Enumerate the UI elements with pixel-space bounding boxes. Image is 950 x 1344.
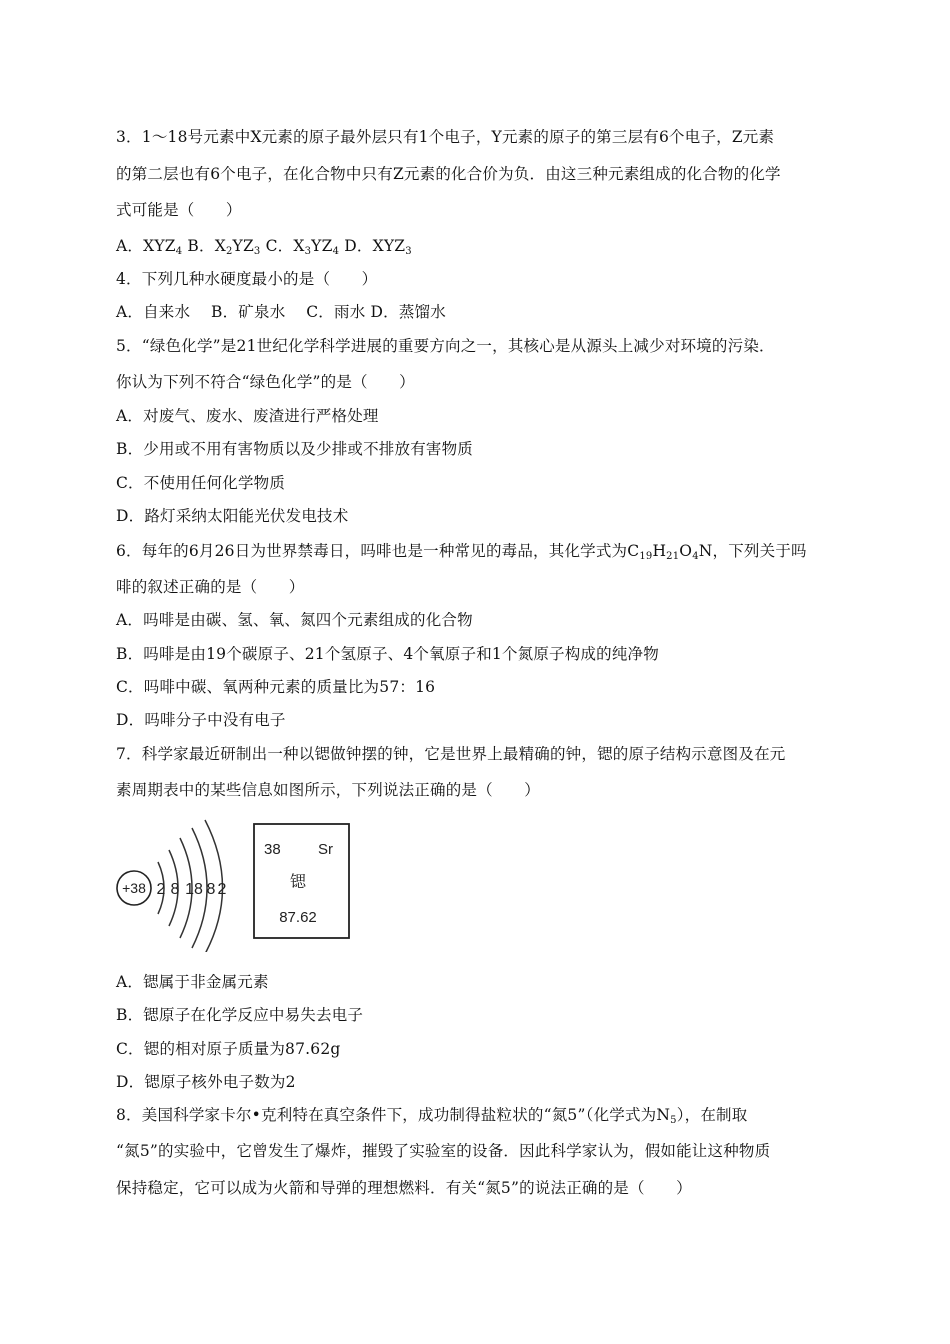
nucleus-charge: +38 <box>122 880 146 896</box>
q5-line-2: 你认为下列不符合“绿色化学”的是（ ） <box>116 373 415 391</box>
q3-option-c: C．$X_3YZ_4$ <box>260 237 340 257</box>
q5-line-1: 5．“绿色化学”是21世纪化学科学进展的重要方向之一，其核心是从源头上减少对环境的污染． <box>116 337 775 355</box>
q8-line-1: 8．美国科学家卡尔•克利特在真空条件下，成功制得盐粒状的“氮5”（化学式为$N_5$），在制取 <box>116 1106 748 1126</box>
q6-line-2: 啡的叙述正确的是（ ） <box>116 578 305 596</box>
q5-option-a: A．对废气、废水、废渣进行严格处理 <box>116 407 379 425</box>
q4-stem: 4．下列几种水硬度最小的是（ ） <box>116 270 378 288</box>
q7-line-2: 素周期表中的某些信息如图所示，下列说法正确的是（ ） <box>116 781 540 799</box>
q7-option-a: A．锶属于非金属元素 <box>116 973 269 991</box>
q3-line-2: 的第二层也有6个电子，在化合物中只有Z元素的化合价为负．由这三种元素组成的化合物的化学 <box>116 165 781 183</box>
q5-option-b: B．少用或不用有害物质以及少排或不排放有害物质 <box>116 440 473 458</box>
q6-option-c: C．吗啡中碳、氧两种元素的质量比为57：16 <box>116 678 436 696</box>
q3-option-b: B．$X_2YZ_3$ <box>182 237 261 257</box>
q6-option-b: B．吗啡是由19个碳原子、21个氢原子、4个氧原子和1个氮原子构成的纯净物 <box>116 645 659 663</box>
q6-line-1: 6．每年的6月26日为世界禁毒日，吗啡也是一种常见的毒品，其化学式为$C_{19}H_{21}O_4N$，下列关于吗 <box>116 542 807 562</box>
q8-line-3: 保持稳定，它可以成为火箭和导弹的理想燃料．有关“氮5”的说法正确的是（ ） <box>116 1179 692 1197</box>
strontium-figure <box>112 812 362 952</box>
q5-option-d: D．路灯采纳太阳能光伏发电技术 <box>116 507 349 525</box>
element-name: 锶 <box>289 872 307 891</box>
shell-count-1: 2 <box>156 881 166 898</box>
q7-option-d: D．锶原子核外电子数为2 <box>116 1073 296 1091</box>
q7-line-1: 7．科学家最近研制出一种以锶做钟摆的钟，它是世界上最精确的钟，锶的原子结构示意图及在元 <box>116 745 786 763</box>
element-symbol: Sr <box>318 841 333 858</box>
q7-option-b: B．锶原子在化学反应中易失去电子 <box>116 1006 364 1024</box>
q8-line-2: “氮5”的实验中，它曾发生了爆炸，摧毁了实验室的设备．因此科学家认为，假如能让这种物质 <box>116 1142 771 1160</box>
shell-count-2: 8 <box>170 881 180 898</box>
q3-line-3: 式可能是（ ） <box>116 201 242 219</box>
atomic-mass: 87.62 <box>279 909 317 926</box>
q5-option-c: C．不使用任何化学物质 <box>116 474 286 492</box>
q6-option-a: A．吗啡是由碳、氢、氧、氮四个元素组成的化合物 <box>116 611 473 629</box>
q3-line-1: 3．1～18号元素中X元素的原子最外层只有1个电子，Y元素的原子的第三层有6个电子，Z元素 <box>116 128 775 146</box>
q3-option-a: A．$XYZ_4$ <box>116 237 183 257</box>
shell-count-3: 18 <box>185 881 203 898</box>
atomic-number: 38 <box>264 841 281 858</box>
q3-options <box>116 235 840 257</box>
q4-options: A．自来水 B．矿泉水 C．雨水 D．蒸馏水 <box>116 303 446 321</box>
q3-option-d: D．$XYZ_3$ <box>339 237 412 257</box>
shell-count-5: 2 <box>217 881 227 898</box>
q6-option-d: D．吗啡分子中没有电子 <box>116 711 286 729</box>
shell-count-4: 8 <box>206 881 216 898</box>
strontium-diagram <box>112 812 362 952</box>
q7-option-c: C．锶的相对原子质量为87.62g <box>116 1040 341 1058</box>
